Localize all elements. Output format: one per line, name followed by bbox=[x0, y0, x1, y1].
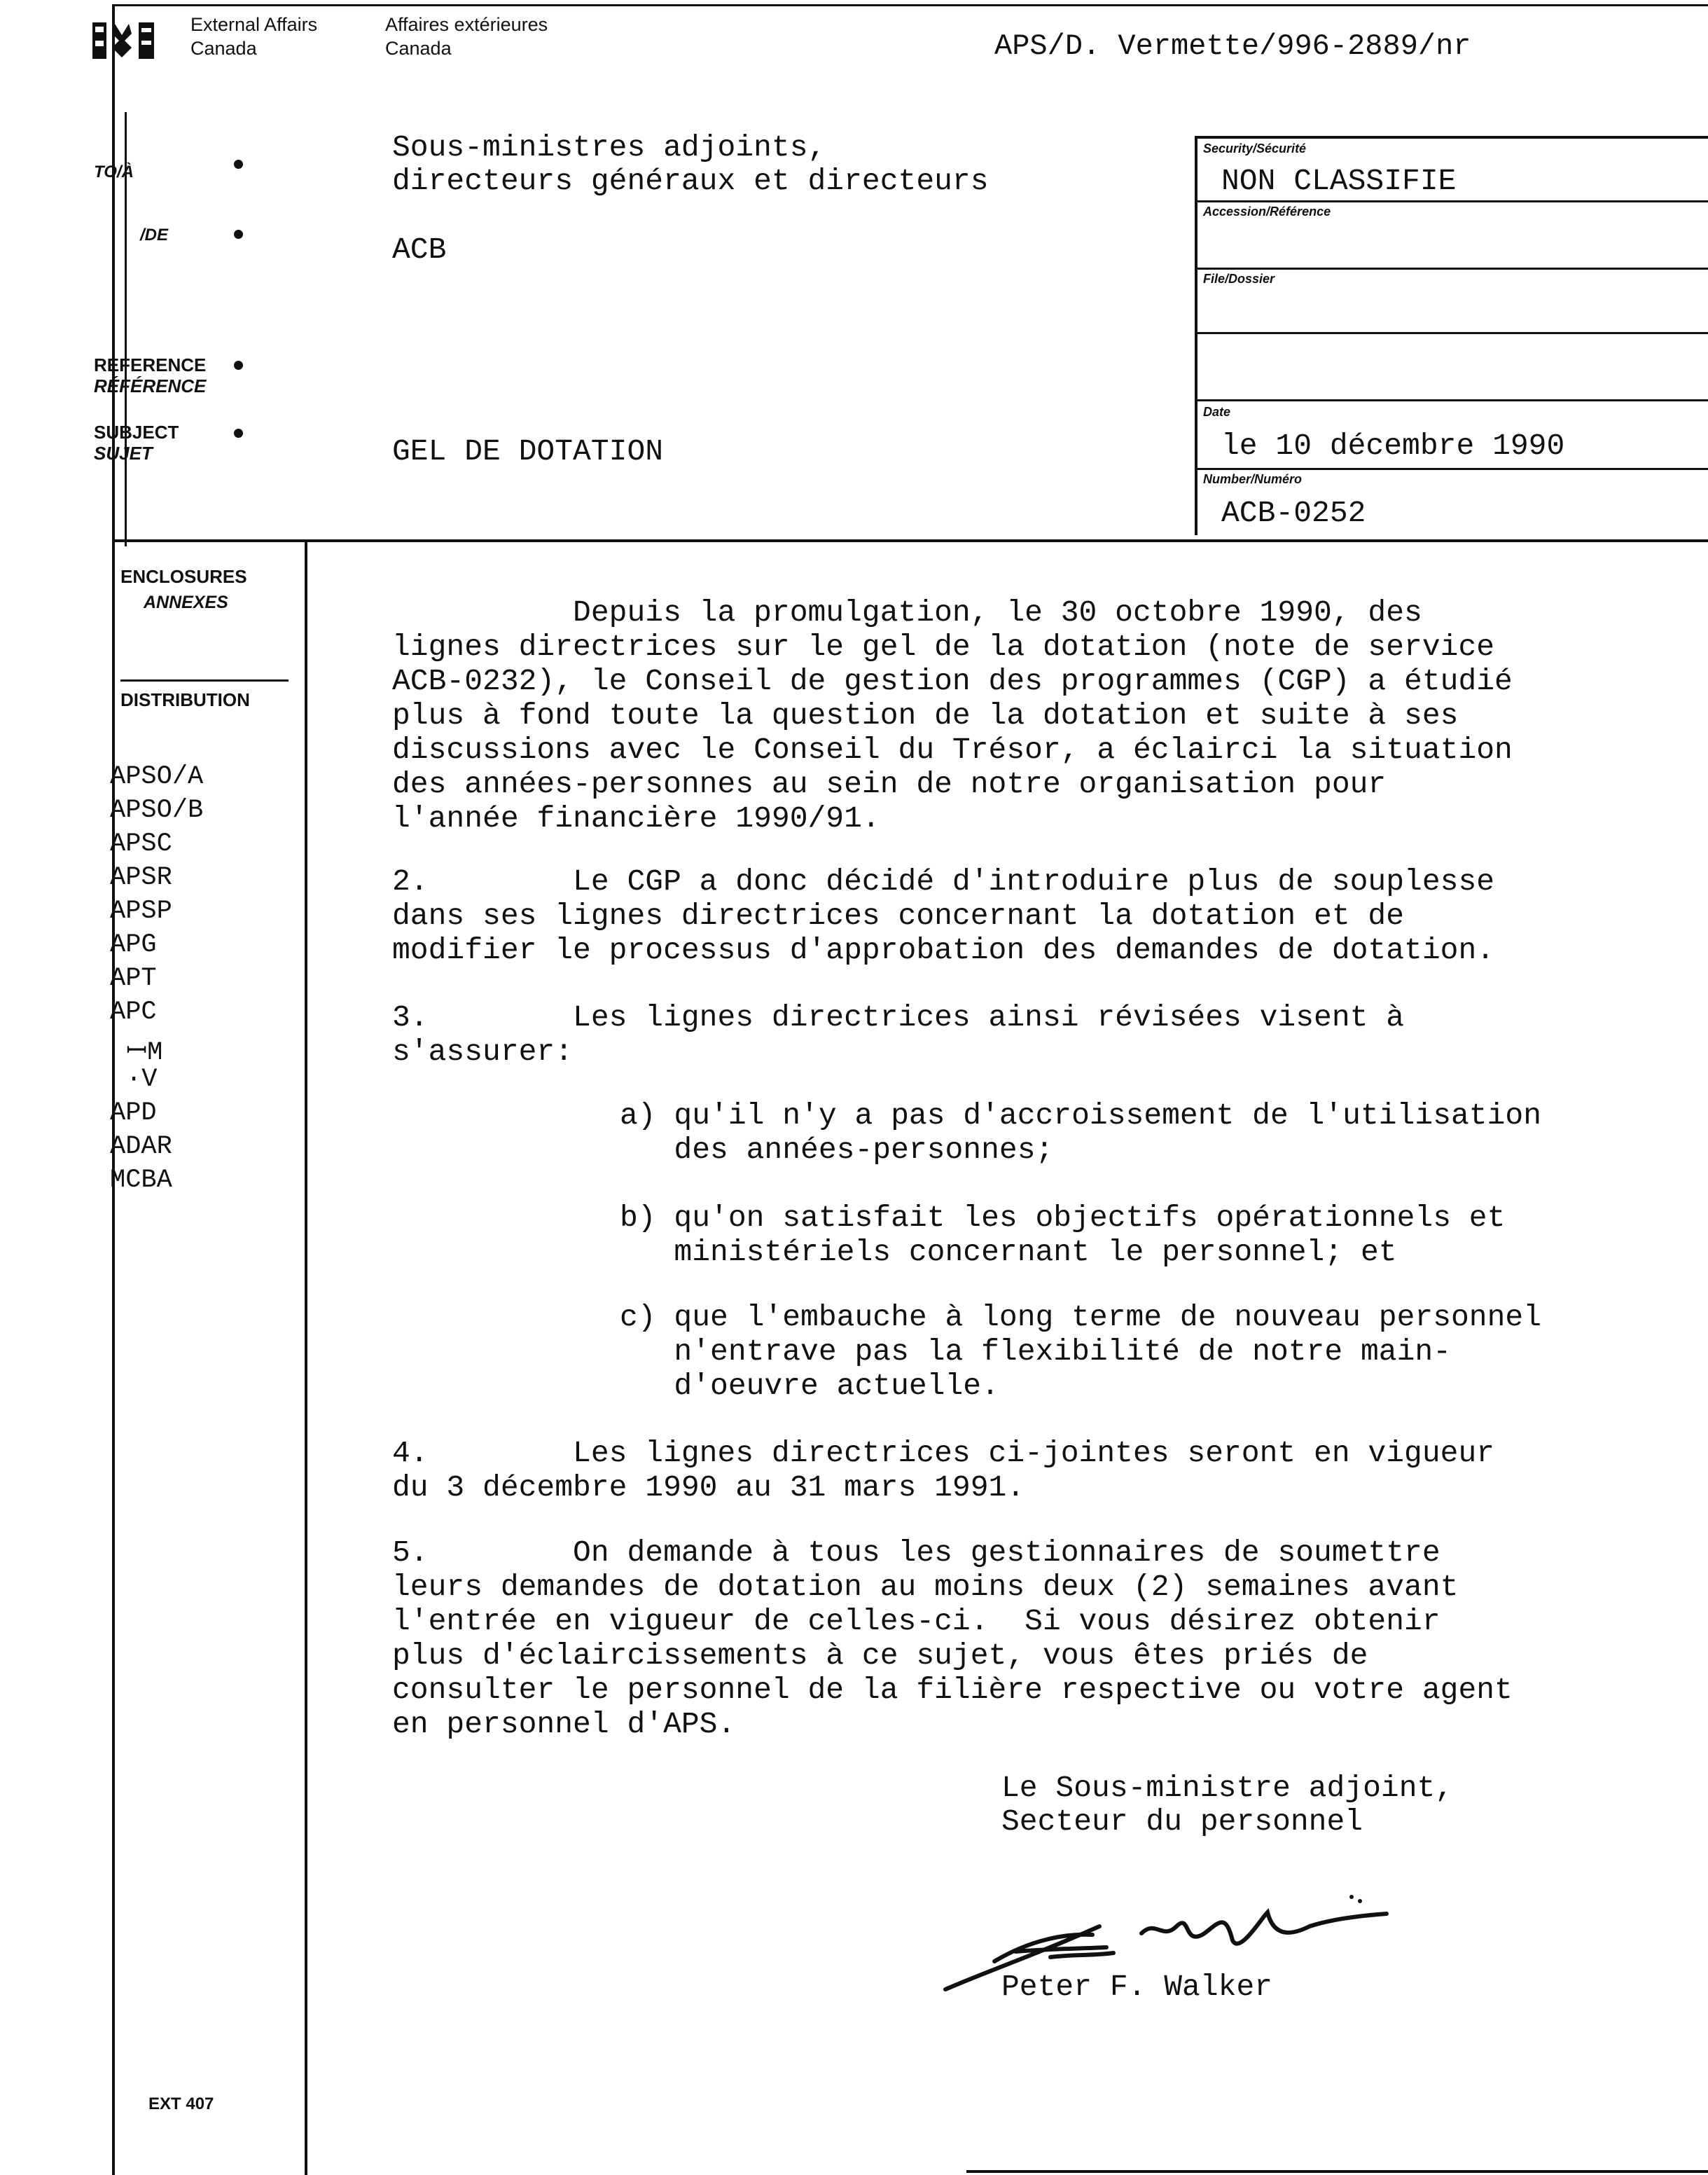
paragraph-line: consulter le personnel de la filière respective ou votre agent bbox=[392, 1673, 1513, 1707]
distribution-item: APT bbox=[110, 964, 157, 993]
paragraph-line: 4. Les lignes directrices ci-jointes seront en vigueur bbox=[392, 1436, 1495, 1470]
accession-label: Accession/Référence bbox=[1203, 205, 1331, 219]
distribution-item: APSC bbox=[110, 829, 172, 859]
closing-title-1: Le Sous-ministre adjoint, bbox=[1001, 1771, 1454, 1805]
paragraph-line: ACB-0232), le Conseil de gestion des programmes (CGP) a étudié bbox=[392, 664, 1513, 698]
security-value: NON CLASSIFIE bbox=[1221, 164, 1457, 198]
letterhead bbox=[0, 0, 1708, 63]
list-line: n'entrave pas la flexibilité de notre main- bbox=[620, 1334, 1451, 1369]
item-c bbox=[620, 1300, 1684, 1403]
paragraph-3 bbox=[392, 1000, 1688, 1069]
to-line-1: Sous-ministres adjoints, bbox=[392, 130, 826, 165]
paragraph-line: discussions avec le Conseil du Trésor, a éclairci la situation bbox=[392, 733, 1513, 767]
annexes-label: ANNEXES bbox=[144, 593, 228, 612]
list-line: b) qu'on satisfait les objectifs opérationnels et bbox=[620, 1201, 1506, 1235]
paragraph-5 bbox=[392, 1535, 1688, 1741]
list-line: a) qu'il n'y a pas d'accroissement de l'utilisation bbox=[620, 1098, 1542, 1133]
from-value: ACB bbox=[392, 233, 447, 267]
paragraph-line: Depuis la promulgation, le 30 octobre 1990, des bbox=[392, 595, 1422, 630]
org-name-en: External Affairs bbox=[190, 14, 318, 35]
distribution-item: APC bbox=[110, 997, 157, 1027]
reference-code: APS/D. Vermette/996-2889/nr bbox=[994, 29, 1471, 63]
paragraph-line: du 3 décembre 1990 au 31 mars 1991. bbox=[392, 1470, 1025, 1505]
number-label: Number/Numéro bbox=[1203, 472, 1303, 486]
item-b bbox=[620, 1201, 1684, 1269]
distribution-item: APSP bbox=[110, 897, 172, 926]
paragraph-line: modifier le processus d'approbation des demandes de dotation. bbox=[392, 933, 1495, 967]
signatory-name: Peter F. Walker bbox=[1001, 1970, 1273, 2004]
from-bullet bbox=[234, 230, 243, 239]
distribution-item: MCBA bbox=[110, 1166, 172, 1195]
paragraph-line: dans ses lignes directrices concernant la dotation et de bbox=[392, 899, 1405, 933]
date-value: le 10 décembre 1990 bbox=[1221, 429, 1565, 463]
country-en: Canada bbox=[190, 38, 257, 59]
distribution-label: DISTRIBUTION bbox=[120, 689, 250, 710]
distribution-item: APG bbox=[110, 930, 157, 960]
number-value: ACB-0252 bbox=[1221, 496, 1366, 530]
paragraph-line: leurs demandes de dotation au moins deux (2) semaines avant bbox=[392, 1570, 1459, 1604]
to-label: TO/À bbox=[94, 163, 134, 181]
list-line: ministériels concernant le personnel; et bbox=[620, 1235, 1397, 1269]
country-fr: Canada bbox=[385, 38, 452, 59]
date-label: Date bbox=[1203, 405, 1231, 419]
paragraph-2 bbox=[392, 864, 1688, 967]
paragraph-1 bbox=[392, 595, 1688, 836]
paragraph-line: plus d'éclaircissements à ce sujet, vous êtes priés de bbox=[392, 1638, 1368, 1673]
paragraph-line: l'année financière 1990/91. bbox=[392, 801, 880, 836]
list-line: des années-personnes; bbox=[620, 1133, 1054, 1167]
paragraph-line: plus à fond toute la question de la dotation et suite à ses bbox=[392, 698, 1459, 733]
paragraph-line: 3. Les lignes directrices ainsi révisées visent à bbox=[392, 1000, 1405, 1035]
subject-value: GEL DE DOTATION bbox=[392, 434, 664, 469]
to-line-2: directeurs généraux et directeurs bbox=[392, 164, 989, 198]
org-name-fr: Affaires extérieures bbox=[385, 14, 548, 35]
bottom-border bbox=[966, 2170, 1708, 2173]
paragraph-line: 2. Le CGP a donc décidé d'introduire plus de souplesse bbox=[392, 864, 1495, 899]
distribution-item: APSO/B bbox=[110, 796, 204, 825]
paragraph-line: lignes directrices sur le gel de la dotation (note de service bbox=[392, 630, 1495, 664]
security-label: Security/Sécurité bbox=[1203, 141, 1307, 156]
list-line: d'oeuvre actuelle. bbox=[620, 1369, 999, 1403]
distribution-item: ·V bbox=[126, 1065, 158, 1094]
paragraph-line: s'assurer: bbox=[392, 1035, 574, 1069]
to-bullet bbox=[234, 160, 243, 169]
extension-label: EXT 407 bbox=[148, 2094, 214, 2113]
distribution-item: ꟷM bbox=[126, 1038, 163, 1068]
paragraph-4 bbox=[392, 1436, 1688, 1505]
canada-crest-icon bbox=[91, 20, 158, 64]
closing-title-2: Secteur du personnel bbox=[1001, 1804, 1363, 1839]
sidebar-divider bbox=[305, 541, 307, 2175]
file-label: File/Dossier bbox=[1203, 272, 1275, 286]
enclosures-divider bbox=[120, 679, 289, 682]
top-border bbox=[112, 4, 1708, 6]
paragraph-line: en personnel d'APS. bbox=[392, 1707, 736, 1741]
from-label: /DE bbox=[140, 226, 169, 244]
info-box bbox=[1195, 136, 1708, 535]
header-divider bbox=[112, 539, 1708, 542]
paragraph-line: des années-personnes au sein de notre organisation pour bbox=[392, 767, 1387, 801]
subject-label-fr: SUJET bbox=[94, 443, 153, 464]
item-a bbox=[620, 1098, 1684, 1167]
subject-label-en: SUBJECT bbox=[94, 422, 179, 443]
enclosures-label: ENCLOSURES bbox=[120, 566, 247, 587]
left-margin-line bbox=[112, 4, 115, 2175]
distribution-item: APD bbox=[110, 1098, 157, 1128]
distribution-item: ADAR bbox=[110, 1132, 172, 1161]
paragraph-line: 5. On demande à tous les gestionnaires de soumettre bbox=[392, 1535, 1440, 1570]
list-line: c) que l'embauche à long terme de nouveau personnel bbox=[620, 1300, 1542, 1334]
distribution-item: APSO/A bbox=[110, 762, 204, 792]
reference-label-en: REFERENCE bbox=[94, 354, 207, 375]
subject-bullet bbox=[234, 429, 243, 438]
reference-label-fr: RÉFÉRENCE bbox=[94, 375, 207, 396]
paragraph-line: l'entrée en vigueur de celles-ci. Si vous désirez obtenir bbox=[392, 1604, 1440, 1638]
distribution-item: APSR bbox=[110, 863, 172, 892]
reference-bullet bbox=[234, 361, 243, 370]
